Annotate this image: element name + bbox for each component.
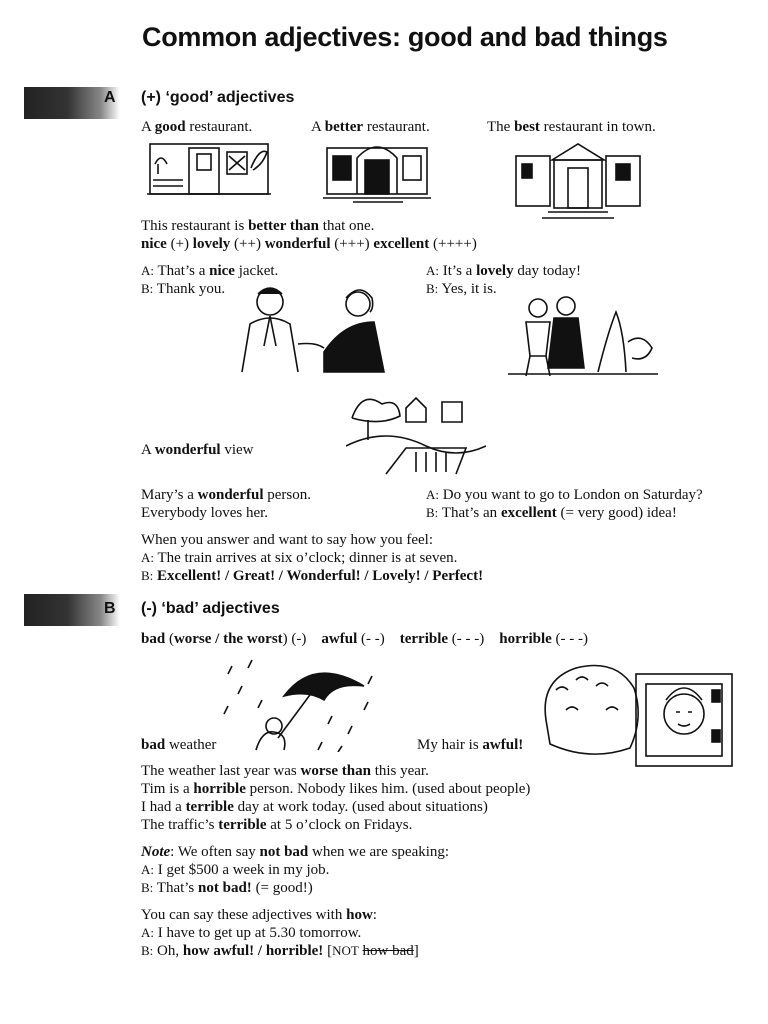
mary-sentence-2: Everybody loves her. [141, 505, 269, 521]
dialogue-3-b: B: That’s an excellent (= very good) idea! [426, 505, 677, 521]
note-dialogue-a: A: I get $500 a week in my job. [141, 862, 330, 878]
page-title: Common adjectives: good and bad things [142, 22, 668, 52]
feel-dialogue-b: B: Excellent! / Great! / Wonderful! / Lovely! / Perfect! [141, 568, 484, 584]
good-restaurant-illustration [145, 138, 275, 202]
note-dialogue-b: B: That’s not bad! (= good!) [141, 880, 313, 896]
feel-intro: When you answer and want to say how you feel: [141, 532, 434, 548]
bad-example-1: The weather last year was worse than this year. [141, 763, 429, 779]
section-b-letter: B [104, 600, 116, 617]
dialogue-2-b: B: Yes, it is. [426, 281, 497, 297]
bad-example-4: The traffic’s terrible at 5 o’clock on Fridays. [141, 817, 413, 833]
bad-example-2: Tim is a horrible person. Nobody likes him. (used about people) [141, 781, 531, 797]
dialogue-3-a: A: Do you want to go to London on Saturday? [426, 487, 703, 503]
bad-example-3: I had a terrible day at work today. (used about situations) [141, 799, 488, 815]
caption-best-restaurant: The best restaurant in town. [487, 119, 656, 135]
how-dialogue-a: A: I have to get up at 5.30 tomorrow. [141, 925, 362, 941]
caption-good-restaurant: A good restaurant. [141, 119, 253, 135]
feel-dialogue-a: A: The train arrives at six o’clock; dinner is at seven. [141, 550, 458, 566]
good-adjective-scale: nice (+) lovely (++) wonderful (+++) excellent (++++) [141, 236, 477, 252]
dialogue-1-b: B: Thank you. [141, 281, 226, 297]
awful-hair-illustration [536, 660, 736, 770]
bad-weather-illustration [222, 656, 382, 752]
lovely-day-illustration [508, 282, 658, 378]
bad-weather-caption: bad weather [141, 737, 217, 753]
section-a-letter: A [104, 89, 116, 106]
note-line: Note: We often say not bad when we are speaking: [141, 844, 450, 860]
dialogue-1-a: A: That’s a nice jacket. [141, 263, 279, 279]
section-b-heading: (-) ‘bad’ adjectives [141, 600, 280, 617]
how-dialogue-b: B: Oh, how awful! / horrible! [NOT how bad] [141, 943, 419, 959]
how-intro: You can say these adjectives with how: [141, 907, 377, 923]
section-a-heading: (+) ‘good’ adjectives [141, 89, 295, 106]
wonderful-view-illustration [346, 388, 486, 476]
mary-sentence: Mary’s a wonderful person. [141, 487, 311, 503]
jacket-compliment-illustration [228, 282, 398, 374]
best-restaurant-illustration [512, 136, 647, 222]
compare-sentence: This restaurant is better than that one. [141, 218, 375, 234]
dialogue-2-a: A: It’s a lovely day today! [426, 263, 582, 279]
caption-better-restaurant: A better restaurant. [311, 119, 430, 135]
better-restaurant-illustration [323, 136, 433, 206]
wonderful-view-caption: A wonderful view [141, 442, 254, 458]
awful-hair-caption: My hair is awful! [417, 737, 524, 753]
bad-adjective-scale: bad (worse / the worst) (-) awful (- -) terrible (- - -) horrible (- - -) [141, 631, 589, 647]
